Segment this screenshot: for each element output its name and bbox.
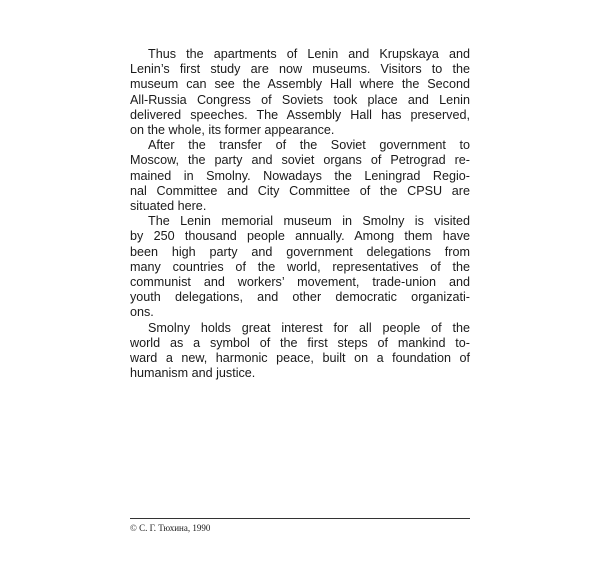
- text-line: many countries of the world, representatives of the: [130, 259, 470, 274]
- paragraph-1: [130, 47, 470, 138]
- text-line: The Lenin memorial museum in Smolny is visited: [148, 214, 470, 229]
- text-line: nal Committee and City Committee of the CPSU are: [130, 183, 470, 198]
- text-line: youth delegations, and other democratic organizati-: [130, 290, 470, 305]
- text-line: world as a symbol of the first steps of mankind to-: [130, 335, 470, 350]
- footer-divider: [130, 518, 470, 519]
- text-line: on the whole, its former appearance.: [130, 123, 335, 138]
- text-line: ward a new, harmonic peace, built on a foundation of: [130, 351, 470, 366]
- copyright-notice: © С. Г. Тюхина, 1990: [130, 523, 211, 533]
- paragraph-2: [130, 138, 470, 214]
- paragraph-4: [130, 321, 470, 382]
- text-line: Moscow, the party and soviet organs of Petrograd re-: [130, 153, 470, 168]
- text-line: been high party and government delegations from: [130, 244, 470, 259]
- text-line: ons.: [130, 305, 154, 320]
- paragraph-3: [130, 214, 470, 320]
- text-line: mained in Smolny. Nowadays the Leningrad Regio-: [130, 168, 470, 183]
- article-body: [130, 47, 470, 381]
- text-line: by 250 thousand people annually. Among them have: [130, 229, 470, 244]
- text-line: communist and workers’ movement, trade-union and: [130, 275, 470, 290]
- text-line: delivered speeches. The Assembly Hall has preserved,: [130, 107, 470, 122]
- text-line: Lenin’s first study are now museums. Visitors to the: [130, 62, 470, 77]
- text-line: museum can see the Assembly Hall where the Second: [130, 77, 470, 92]
- text-line: Thus the apartments of Lenin and Krupskaya and: [148, 47, 470, 61]
- text-line: After the transfer of the Soviet government to: [148, 138, 470, 153]
- text-line: humanism and justice.: [130, 366, 256, 381]
- text-line: All-Russia Congress of Soviets took place and Lenin: [130, 92, 470, 107]
- text-line: Smolny holds great interest for all people of the: [148, 320, 470, 335]
- text-line: situated here.: [130, 199, 207, 214]
